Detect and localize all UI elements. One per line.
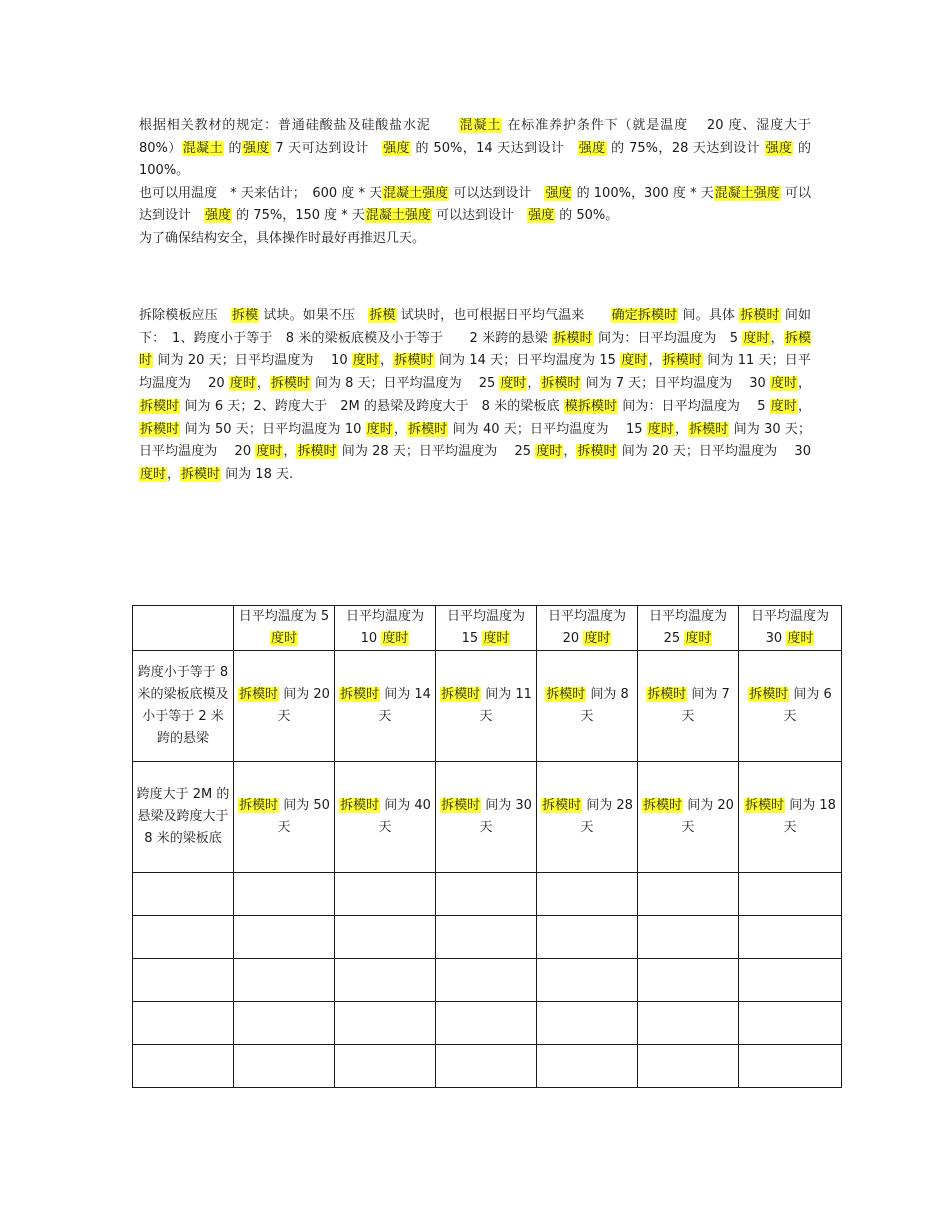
body-text: 间为：日平均温度为 5: [618, 398, 770, 414]
body-text: ，: [393, 421, 407, 437]
empty-cell: [638, 959, 739, 1002]
highlighted-term: 拆模时: [745, 798, 785, 813]
highlighted-term: 拆模时: [662, 353, 702, 369]
paragraph-curing-strength: [139, 115, 824, 250]
highlighted-term: 拆模时: [643, 798, 683, 813]
empty-cell: [234, 873, 335, 916]
empty-cell: [537, 1002, 638, 1045]
body-text: 也可以用温度 * 天来估计； 600 度 * 天: [139, 185, 383, 201]
empty-cell: [537, 873, 638, 916]
highlighted-term: 拆模时: [541, 376, 581, 392]
body-text: 为了确保结构安全，具体操作时最好再推迟几天。: [139, 230, 426, 246]
table-cell: [739, 762, 842, 873]
table-cell: [436, 651, 537, 762]
highlighted-term: 强度: [578, 140, 606, 156]
body-text: 间为 11 天；日平均温度为 20: [139, 353, 811, 392]
highlighted-term: 度时: [621, 353, 648, 369]
highlighted-term: 拆模时: [340, 798, 380, 813]
highlighted-term: 拆模时: [647, 687, 687, 702]
highlighted-term: 度时: [584, 631, 611, 646]
header-text: 日平均温度为 10: [345, 609, 424, 646]
highlighted-term: 度时: [787, 631, 814, 646]
body-text: ，: [563, 444, 577, 460]
highlighted-term: 拆模时: [239, 798, 279, 813]
body-text: 间为 40 天；日平均温度为 15: [448, 421, 647, 437]
body-text: ，: [380, 353, 394, 369]
paragraph-formwork-removal: [139, 305, 811, 487]
highlighted-term: 强度: [205, 208, 232, 223]
highlighted-term: 拆模: [369, 308, 396, 323]
row-label-cell: 跨度大于 2M 的悬梁及跨度大于 8 米的梁板底: [133, 762, 234, 873]
highlighted-term: 拆模时: [407, 421, 448, 437]
highlighted-term: 拆模时: [441, 798, 481, 813]
table-header-cell: [638, 606, 739, 651]
highlighted-term: 度时: [483, 631, 510, 646]
body-text: 的 75%，150 度 * 天: [232, 208, 365, 223]
table-cell: [335, 762, 436, 873]
highlighted-term: 拆模时: [239, 687, 279, 702]
body-text: 的 50%，14 天达到设计: [410, 140, 578, 156]
empty-cell: [436, 1045, 537, 1088]
cell-text: 间为 20 天: [681, 798, 734, 835]
highlighted-term: 混凝土强度: [714, 185, 780, 201]
empty-cell: [638, 1045, 739, 1088]
cell-text: 间为 11 天: [479, 687, 532, 724]
table-cell: [335, 651, 436, 762]
empty-cell: [133, 1045, 234, 1088]
body-text: ，: [167, 466, 181, 482]
cell-text: 间为 7 天: [681, 687, 730, 724]
highlighted-term: 拆模时: [441, 687, 481, 702]
body-text: 间为 50 天；日平均温度为 10: [180, 421, 366, 437]
highlighted-term: 度时: [352, 353, 380, 369]
table-cell: [234, 762, 335, 873]
empty-cell: [739, 873, 842, 916]
body-text: ，: [770, 330, 784, 346]
highlighted-term: 拆模时: [140, 421, 180, 437]
body-text: 间为 28 天；日平均温度为 25: [337, 444, 536, 460]
cell-text: 间为 20 天: [277, 687, 330, 724]
cell-text: 间为 30 天: [479, 798, 532, 835]
empty-cell: [537, 959, 638, 1002]
empty-cell: [335, 873, 436, 916]
header-text: 日平均温度为 15: [446, 609, 525, 646]
empty-cell: [335, 916, 436, 959]
header-text: 日平均温度为 20: [547, 609, 626, 646]
header-text: 日平均温度为 5: [238, 609, 330, 624]
empty-cell: [133, 916, 234, 959]
highlighted-term: 拆模时: [270, 376, 310, 392]
body-text: ，: [283, 444, 297, 460]
body-text: 的 100%。: [139, 140, 811, 178]
empty-cell: [436, 916, 537, 959]
empty-cell: [436, 1002, 537, 1045]
header-text: 日平均温度为 30: [750, 609, 829, 646]
highlighted-term: 度时: [256, 444, 283, 460]
body-text: 拆除模板应压: [139, 308, 231, 323]
highlighted-term: 拆模时: [553, 330, 593, 346]
highlighted-term: 强度: [383, 140, 410, 156]
body-text: 试块。如果不压: [259, 308, 369, 323]
empty-cell: [638, 873, 739, 916]
empty-cell: [133, 1002, 234, 1045]
highlighted-term: 度时: [770, 398, 797, 414]
highlighted-term: 拆模时: [181, 466, 221, 482]
table-cell: [638, 762, 739, 873]
empty-cell: [335, 1002, 436, 1045]
highlighted-term: 拆模时: [297, 444, 337, 460]
highlighted-term: 拆模时: [394, 353, 434, 369]
cell-text: 间为 40 天: [378, 798, 431, 835]
empty-cell: [335, 1045, 436, 1088]
cell-text: 间为 50 天: [277, 798, 330, 835]
table-header-cell: [335, 606, 436, 651]
highlighted-term: 强度: [545, 185, 572, 201]
table-row: [133, 651, 842, 762]
body-text: 的 75%，28 天达到设计: [606, 140, 765, 156]
empty-cell: [234, 1002, 335, 1045]
body-text: ，: [648, 353, 662, 369]
empty-table-row: [133, 959, 842, 1002]
empty-table-row: [133, 1002, 842, 1045]
highlighted-term: 拆模时: [140, 398, 180, 414]
empty-cell: [133, 959, 234, 1002]
table-header-cell: [234, 606, 335, 651]
body-text: 可以达到设计: [449, 185, 545, 201]
highlighted-term: 模拆模时: [564, 398, 618, 414]
empty-cell: [436, 959, 537, 1002]
highlighted-term: 度时: [270, 631, 297, 646]
empty-cell: [739, 1002, 842, 1045]
empty-cell: [335, 959, 436, 1002]
body-text: 的: [223, 140, 242, 156]
cell-text: 间为 18 天: [783, 798, 836, 835]
body-text: 间为 20 天；日平均温度为 10: [153, 353, 352, 369]
highlighted-term: 度时: [140, 466, 167, 482]
empty-cell: [739, 1045, 842, 1088]
highlighted-term: 拆模时: [546, 687, 586, 702]
highlighted-term: 度时: [685, 631, 712, 646]
highlighted-term: 度时: [366, 421, 393, 437]
table-header-cell: [739, 606, 842, 651]
highlighted-term: 度时: [382, 631, 409, 646]
empty-cell: [234, 1045, 335, 1088]
highlighted-term: 强度: [528, 208, 555, 223]
body-text: 间为 8 天；日平均温度为 25: [310, 376, 500, 392]
body-text: 可以达到设计: [431, 208, 528, 223]
empty-table-row: [133, 916, 842, 959]
table-cell: [638, 651, 739, 762]
body-text: 试块时，也可根据日平均气温来: [396, 308, 611, 323]
empty-table-row: [133, 873, 842, 916]
formwork-removal-table: [132, 605, 842, 1088]
cell-text: 间为 8 天: [580, 687, 629, 724]
empty-cell: [133, 873, 234, 916]
table-header-row: [133, 606, 842, 651]
highlighted-term: 拆模时: [542, 798, 582, 813]
highlighted-term: 强度: [242, 140, 270, 156]
highlighted-term: 混凝土: [459, 118, 502, 133]
highlighted-term: 拆模时: [577, 444, 617, 460]
empty-cell: [739, 959, 842, 1002]
highlighted-term: 度时: [500, 376, 527, 392]
empty-cell: [537, 1045, 638, 1088]
body-text: 7 天可达到设计: [270, 140, 383, 156]
table-cell: [537, 762, 638, 873]
table-row: [133, 762, 842, 873]
table-cell: [436, 762, 537, 873]
highlighted-term: 拆模时: [740, 308, 780, 323]
body-text: ，: [256, 376, 270, 392]
highlighted-term: 混凝土强度: [365, 208, 431, 223]
highlighted-term: 拆模时: [749, 687, 789, 702]
table-header-cell: [436, 606, 537, 651]
table-cell: [234, 651, 335, 762]
cell-text: 间为 28 天: [580, 798, 633, 835]
empty-cell: [638, 1002, 739, 1045]
body-text: 间为 18 天.: [221, 466, 294, 482]
body-text: 间为 7 天；日平均温度为 30: [581, 376, 770, 392]
cell-text: 间为 6 天: [783, 687, 832, 724]
highlighted-term: 度时: [536, 444, 563, 460]
body-text: 间。具体: [678, 308, 740, 323]
body-text: 间为 14 天；日平均温度为 15: [434, 353, 621, 369]
highlighted-term: 度时: [770, 376, 797, 392]
highlighted-term: 度时: [229, 376, 256, 392]
highlighted-term: 度时: [743, 330, 770, 346]
body-text: ，: [527, 376, 541, 392]
highlighted-term: 拆模: [231, 308, 259, 323]
highlighted-term: 拆模时: [689, 421, 729, 437]
empty-cell: [537, 916, 638, 959]
body-text: 间为 30 天；日平均温度为 20: [139, 421, 811, 460]
empty-cell: [234, 959, 335, 1002]
table-cell: [739, 651, 842, 762]
body-text: ，: [674, 421, 689, 437]
row-label-cell: 跨度小于等于 8 米的梁板底模及小于等于 2 米跨的悬梁: [133, 651, 234, 762]
table-corner-cell: [133, 606, 234, 651]
body-text: 可以达到设计: [139, 185, 811, 223]
highlighted-term: 拆模时: [340, 687, 380, 702]
empty-cell: [739, 916, 842, 959]
body-text: ，: [797, 376, 811, 392]
body-text: 的 50%。: [555, 208, 619, 223]
body-text: 间为 20 天；日平均温度为 30: [617, 444, 811, 460]
body-text: 根据相关教材的规定：普通硅酸盐及硅酸盐水泥: [139, 118, 459, 133]
highlighted-term: 强度: [765, 140, 793, 156]
body-text: ，: [797, 398, 811, 414]
empty-table-row: [133, 1045, 842, 1088]
body-text: 的 100%，300 度 * 天: [572, 185, 714, 201]
body-text: 间如下： 1、跨度小于等于 8 米的梁板底模及小于等于 2 米跨的悬梁: [139, 308, 811, 346]
body-text: 间为 6 天；2、跨度大于 2M 的悬梁及跨度大于 8 米的梁板底: [180, 398, 564, 414]
empty-cell: [638, 916, 739, 959]
highlighted-term: 确定拆模时: [611, 308, 678, 323]
body-text: 间为：日平均温度为 5: [593, 330, 743, 346]
highlighted-term: 混凝土: [182, 140, 223, 156]
empty-cell: [234, 916, 335, 959]
highlighted-term: 拆模时: [139, 330, 811, 369]
highlighted-term: 混凝土强度: [383, 185, 449, 201]
header-text: 日平均温度为 25: [648, 609, 727, 646]
empty-cell: [436, 873, 537, 916]
table-cell: [537, 651, 638, 762]
table-header-cell: [537, 606, 638, 651]
highlighted-term: 度时: [647, 421, 674, 437]
cell-text: 间为 14 天: [378, 687, 431, 724]
body-text: 在标准养护条件下（就是温度 20 度、湿度大于 80%）: [139, 118, 824, 156]
